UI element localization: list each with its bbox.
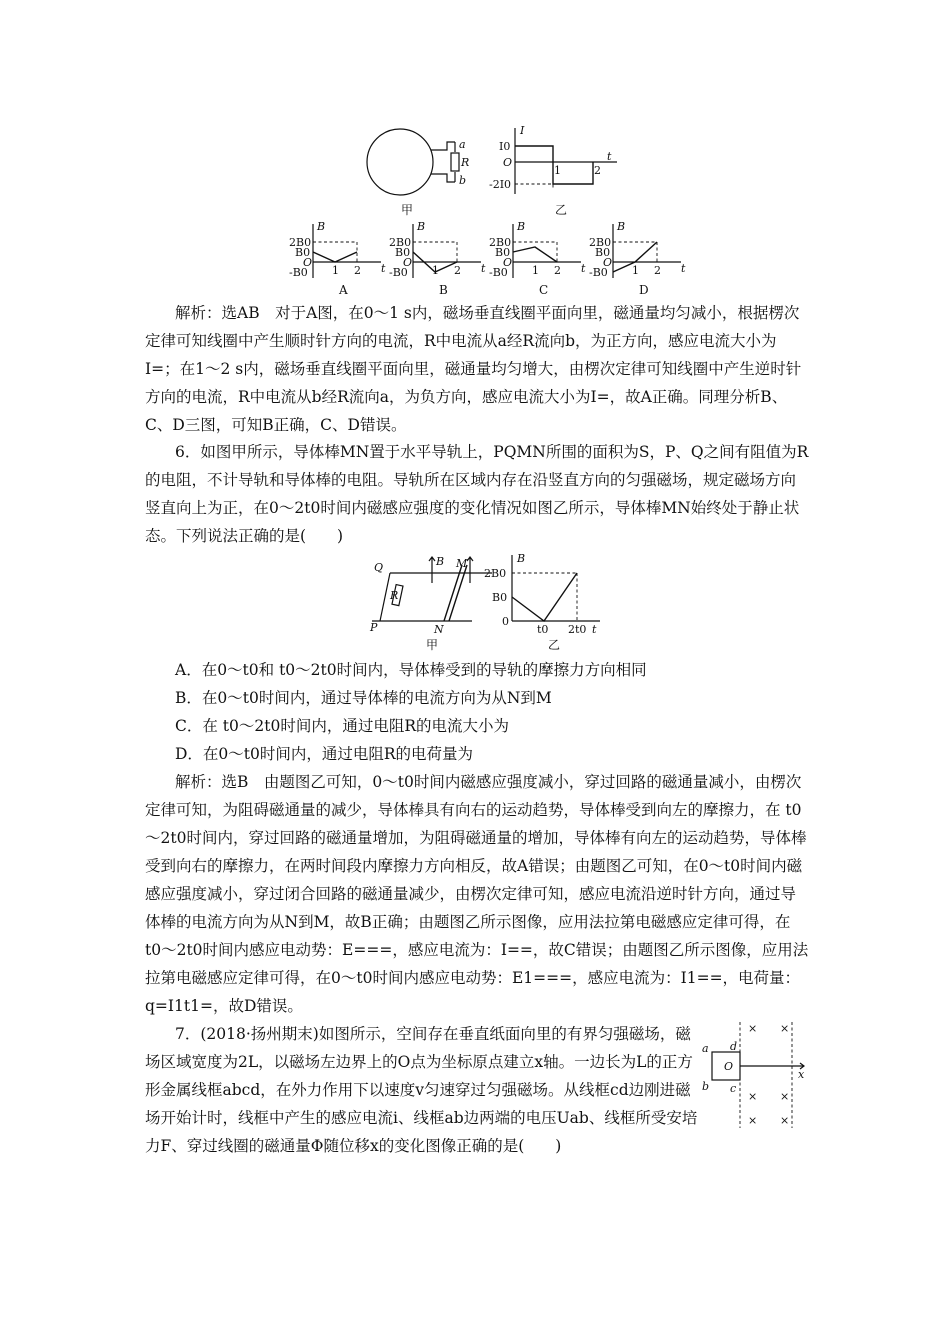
- figure-q6: [372, 553, 612, 653]
- option-graph-ylabel: O: [603, 256, 613, 269]
- label-yi: 乙: [555, 203, 568, 217]
- q6-label-P: P: [370, 621, 378, 634]
- figure-top-circuit: [355, 122, 615, 222]
- option-graph-b-label: B: [517, 220, 526, 233]
- option-graph-ylabel: -B0: [389, 266, 408, 279]
- q6-graph-0: 0: [502, 615, 509, 628]
- field-cross-mark: ×: [748, 1114, 758, 1127]
- label-a: a: [459, 138, 466, 151]
- q6-graph-B0: B0: [492, 591, 508, 604]
- option-graph-tick: 2: [654, 264, 661, 277]
- option-graph-t-label: t: [581, 262, 586, 275]
- option-graph-ylabel: B0: [495, 246, 511, 259]
- option-graph-curve: [313, 252, 357, 262]
- yi-I-axis: I: [520, 124, 525, 137]
- option-graph-tick: 2: [354, 264, 361, 277]
- option-graph-letter: B: [439, 283, 448, 297]
- option-graph-tick: 1: [532, 264, 539, 277]
- q6-graph-t0: t0: [537, 623, 549, 636]
- field-cross-mark: ×: [780, 1090, 790, 1103]
- option-graph-letter: A: [339, 283, 348, 297]
- option-graph-curve: [513, 247, 557, 262]
- option-graph-tick: 1: [432, 264, 439, 277]
- option-graph-ylabel: B0: [295, 246, 311, 259]
- figure-option-graphs: [289, 220, 695, 300]
- label-R: R: [461, 156, 470, 169]
- yi-neg2I0: -2I0: [489, 178, 512, 191]
- label-jia: 甲: [401, 203, 414, 217]
- label-b: b: [459, 174, 467, 187]
- figure-q7: [700, 1020, 810, 1132]
- option-graph-ylabel: -B0: [589, 266, 608, 279]
- analysis-q5: 解析：选AB 对于A图，在0～1 s内，磁场垂直线圈平面向里，磁通量均匀减小，根据楞次定律可知线圈中产生顺时针方向的电流，R中电流从a经R流向b，为正方向，感应电流大小为I=；在1～2 s内，磁场垂直线圈平面向里，磁通量均匀增大，由楞次定律可知线圈中产生逆时针方向的电流，R中电流从b经R流向a，为负方向，感应电流大小为I=，故A正确。同理分析B、C、D三图，可知B正确，C、D错误。: [145, 304, 802, 434]
- option-graph-ylabel: 2B0: [489, 236, 512, 249]
- option-graph-ylabel: 2B0: [589, 236, 612, 249]
- option-graph-ylabel: -B0: [289, 266, 308, 279]
- option-graph-ylabel: O: [303, 256, 313, 269]
- yi-t2: 2: [594, 164, 601, 177]
- q6-label-yi: 乙: [548, 638, 561, 652]
- yi-I0: I0: [499, 140, 511, 153]
- option-graph-ylabel: O: [503, 256, 513, 269]
- option-graph-ylabel: -B0: [489, 266, 508, 279]
- q6-option-c: C．在 t0～2t0时间内，通过电阻R的电流大小为: [175, 717, 510, 735]
- option-graph-b-label: B: [617, 220, 626, 233]
- q6-option-b: B．在0～t0时间内，通过导体棒的电流方向为从N到M: [175, 689, 552, 707]
- question-6: 6．如图甲所示，导体棒MN置于水平导轨上，PQMN所围的面积为S，P、Q之间有阻值为R的电阻，不计导轨和导体棒的电阻。导轨所在区域内存在沿竖直方向的匀强磁场，规定磁场方向竖直向上为正，在0～2t0时间内磁感应强度的变化情况如图乙所示，导体棒MN始终处于静止状态。下列说法正确的是( ): [145, 443, 809, 545]
- q6-label-N: N: [434, 623, 444, 636]
- option-graph-ylabel: B0: [595, 246, 611, 259]
- q7-label-c: c: [730, 1082, 737, 1095]
- option-graphs-group: [289, 220, 686, 297]
- q6-option-d: D．在0～t0时间内，通过电阻R的电荷量为: [175, 745, 474, 763]
- option-graph-ylabel: 2B0: [389, 236, 412, 249]
- q7-label-O: O: [724, 1060, 734, 1073]
- q7-label-a: a: [702, 1042, 709, 1055]
- option-graph-t-label: t: [481, 262, 486, 275]
- option-graph-ylabel: O: [403, 256, 413, 269]
- option-graph-t-label: t: [381, 262, 386, 275]
- q6-label-Q: Q: [374, 561, 384, 574]
- q7-field-crosses: [748, 1022, 789, 1127]
- field-cross-mark: ×: [748, 1090, 758, 1103]
- option-graph-tick: 1: [332, 264, 339, 277]
- option-graph-tick: 2: [454, 264, 461, 277]
- q6-graph-t: t: [592, 623, 597, 636]
- q6-label-jia: 甲: [426, 638, 439, 652]
- option-graph-ylabel: 2B0: [289, 236, 312, 249]
- q6-graph: [484, 552, 600, 652]
- option-graph-b-label: B: [317, 220, 326, 233]
- field-cross-mark: ×: [780, 1114, 790, 1127]
- resistor-R: [451, 153, 459, 171]
- option-graph-letter: D: [639, 283, 649, 297]
- graph-yi: [489, 124, 617, 217]
- q7-label-x: x: [798, 1068, 805, 1081]
- field-cross-mark: ×: [780, 1022, 790, 1035]
- yi-O: O: [503, 156, 513, 169]
- q6-circuit: [369, 555, 492, 652]
- option-graph-tick: 2: [554, 264, 561, 277]
- yi-t-axis: t: [607, 150, 612, 163]
- q6-graph-2t0: 2t0: [568, 623, 587, 636]
- yi-t1: 1: [554, 164, 561, 177]
- q6-label-M: M: [456, 557, 468, 570]
- question-7: 7．(2018·扬州期末)如图所示，空间存在垂直纸面向里的有界匀强磁场，磁场区域宽度为2L，以磁场左边界上的O点为坐标原点建立x轴。一边长为L的正方形金属线框abcd，在外力作用下以速度v匀速穿过匀强磁场。从线框cd边刚进磁场开始计时，线框中产生的感应电流i、线框ab边两端的电压Uab、线框所受安培力F、穿过线圈的磁通量Φ随位移x的变化图像正确的是( ): [145, 1025, 698, 1155]
- coil-loop: [367, 129, 433, 195]
- q6-graph-2B0: 2B0: [484, 567, 507, 580]
- q6-graph-B: B: [517, 552, 526, 565]
- q7-label-d: d: [730, 1040, 738, 1053]
- option-graph-tick: 1: [632, 264, 639, 277]
- q6-option-a: A．在0～t0和 t0～2t0时间内，导体棒受到的导轨的摩擦力方向相同: [175, 661, 647, 679]
- q7-label-b: b: [702, 1080, 710, 1093]
- option-graph-ylabel: B0: [395, 246, 411, 259]
- option-graph-t-label: t: [681, 262, 686, 275]
- q6-label-R: R: [390, 589, 399, 602]
- option-graph-letter: C: [539, 283, 549, 297]
- analysis-q6: 解析：选B 由题图乙可知，0～t0时间内磁感应强度减小，穿过回路的磁通量减小，由楞次定律可知，为阻碍磁通量的减少，导体棒具有向右的运动趋势，导体棒受到向左的摩擦力，在 t0～2t0时间内，穿过回路的磁通量增加，为阻碍磁通量的增加，导体棒有向左的运动趋势，导体棒受到向右的摩擦力，在两时间段内摩擦力方向相反，故A错误；由题图乙可知，在0～t0时间内磁感应强度减小，穿过闭合回路的磁通量减少，由楞次定律可知，感应电流沿逆时针方向，通过导体棒的电流方向为从N到M，故B正确；由题图乙所示图像，应用法拉第电磁感应定律可得，在 t0～2t0时间内感应电动势：E===，感应电流为：I==，故C错误；由题图乙所示图像，应用法拉第电磁感应定律可得，在0～t0时间内感应电动势：E1===，感应电流为：I1==，电荷量：q=I1t1=，故D错误。: [145, 773, 809, 1015]
- field-cross-mark: ×: [748, 1022, 758, 1035]
- option-graph-b-label: B: [417, 220, 426, 233]
- q6-label-B: B: [436, 555, 445, 568]
